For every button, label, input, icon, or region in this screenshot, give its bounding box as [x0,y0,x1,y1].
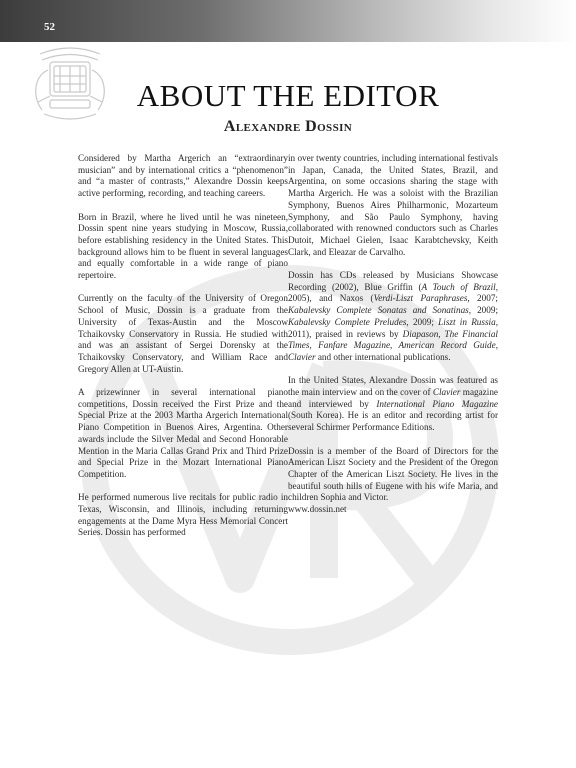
bio-paragraph: He performed numerous live recitals for public radio in Texas, Wisconsin, and Illinois, including returning engagements at the Dame Myra Hess Memorial Concert Series. Dossin has performed [78,492,288,538]
bio-paragraph: Considered by Martha Argerich an “extraordinary musician” and by international critics a “phenomenon” and “a master of contrasts,” Alexandre Dossin keeps active performing, recording, and teaching careers. [78,153,288,199]
press-paragraph: In the United States, Alexandre Dossin was featured as the main interview and on the cover of Clavier magazine and interviewed by International Piano Magazine (South Korea). He is an editor and recording artist for several Schirmer Performance Editions. [288,375,498,433]
page-title: ABOUT THE EDITOR [136,78,440,113]
bio-paragraph: in over twenty countries, including international festivals in Japan, Canada, the United States, Brazil, and Argentina, on some occasions sharing the stage with Martha Argerich. He was a soloist with the Brazilian Symphony, Buenos Aires Philharmonic, Mozarteum Symphony, and São Paulo Symphony, having collaborated with renowned conductors such as Charles Dutoit, Michael Gielen, Isaac Karabtchevsky, Keith Clark, and Eleazar de Carvalho. [288,153,498,257]
editor-name: Alexandre Dossin [223,118,353,135]
bio-paragraph: Dossin is a member of the Board of Directors for the American Liszt Society and the President of the Oregon Chapter of the American Liszt Society. He lives in the beautiful south hills of Eugene with his wife Maria, and children Sophia and Victor. www.dossin.net [288,445,498,515]
left-column [78,153,288,551]
bio-paragraph: Currently on the faculty of the University of Oregon School of Music, Dossin is a graduate from the University of Texas-Austin and the Moscow Tchaikovsky Conservatory in Russia. He studied with and was an assistant of Sergei Dorensky at the Tchaikovsky Conservatory, and William Race and Gregory Allen at UT-Austin. [78,293,288,374]
bio-paragraph: A prizewinner in several international piano competitions, Dossin received the First Prize and the Special Prize at the 2003 Martha Argerich International Piano Competition in Buenos Aires, Argentina. Other awards include the Silver Medal and Second Honorable Mention in the Maria Callas Grand Prix and Third Prize and Special Prize in the Mozart International Piano Competition. [78,387,288,479]
discography-paragraph: Dossin has CDs released by Musicians Showcase Recording (2002), Blue Griffin (A Touch of Brazil, 2005), and Naxos (Verdi-Liszt Paraphrases, 2007; Kabalevsky Complete Sonatas and Sonatinas, 2009; Kabalevsky Complete Preludes, 2009; Liszt in Russia, 2011), praised in reviews by Diapason, The Financial Times, Fanfare Magazine, American Record Guide, Clavier and other international publications. [288,270,498,362]
website-link[interactable]: www.dossin.net [288,504,347,515]
right-column [288,153,498,516]
page-number: 52 [44,21,55,33]
bio-paragraph: Born in Brazil, where he lived until he was nineteen, Dossin spent nine years studying in Moscow, Russia, before establishing residency in the United States. This background allows him to be fluent in several languages and equally comfortable in a wide range of piano repertoire. [78,211,288,281]
header-band [0,0,576,42]
